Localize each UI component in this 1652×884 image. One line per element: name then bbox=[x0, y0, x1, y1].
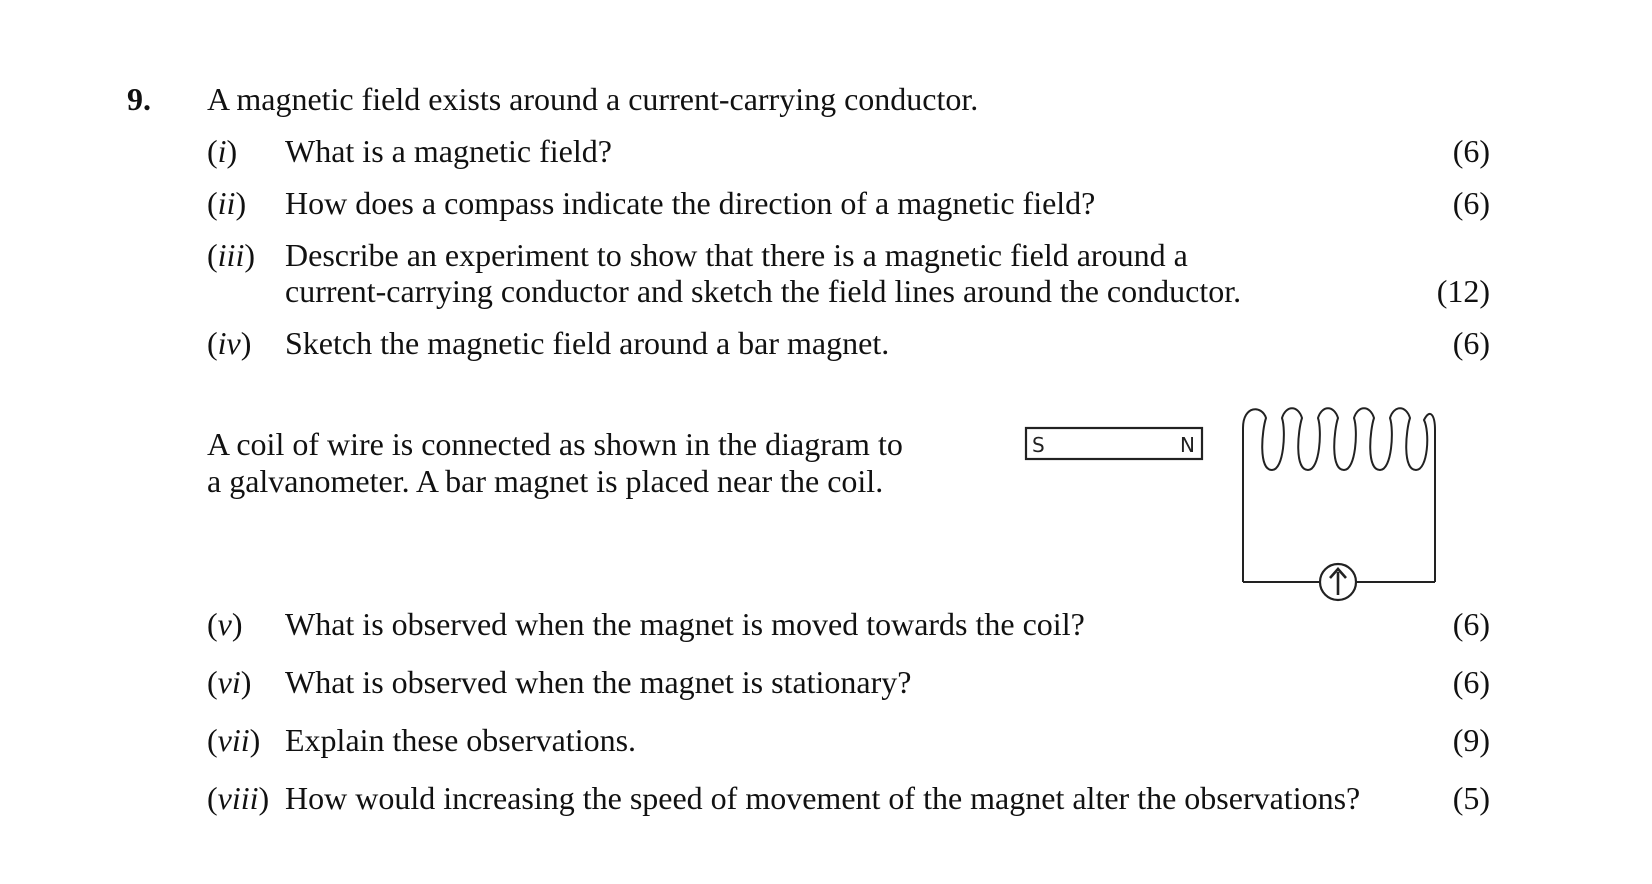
part-label-vi: (vi) bbox=[207, 664, 252, 700]
part-text-ii: How does a compass indicate the direction of a magnetic field? bbox=[285, 185, 1096, 221]
coil-description-line2: a galvanometer. A bar magnet is placed near the coil. bbox=[207, 463, 884, 499]
galvanometer-circle bbox=[1320, 564, 1356, 600]
part-text-viii: How would increasing the speed of movement of the magnet alter the observations? bbox=[285, 780, 1361, 816]
part-marks-iv: (6) bbox=[1452, 325, 1490, 361]
magnet-south-label: S bbox=[1032, 433, 1045, 457]
part-label-iv: (iv) bbox=[207, 325, 252, 361]
part-label-vii: (vii) bbox=[207, 722, 261, 758]
part-marks-viii: (5) bbox=[1452, 780, 1490, 816]
part-label-ii: (ii) bbox=[207, 185, 247, 221]
part-marks-vii: (9) bbox=[1452, 722, 1490, 758]
part-text-v: What is observed when the magnet is moved towards the coil? bbox=[285, 606, 1085, 642]
arrow-up-icon bbox=[1330, 569, 1346, 595]
part-marks-iii: (12) bbox=[1436, 273, 1490, 309]
bar-magnet bbox=[1026, 428, 1202, 459]
part-label-i: (i) bbox=[207, 133, 238, 169]
part-marks-v: (6) bbox=[1452, 606, 1490, 642]
question-intro: A magnetic field exists around a current-carrying conductor. bbox=[207, 81, 979, 117]
part-marks-ii: (6) bbox=[1452, 185, 1490, 221]
part-label-v: (v) bbox=[207, 606, 243, 642]
coil-description-line1: A coil of wire is connected as shown in the diagram to bbox=[207, 426, 903, 462]
part-text-iii-line1: Describe an experiment to show that there is a magnetic field around a bbox=[285, 237, 1188, 273]
part-text-vii: Explain these observations. bbox=[285, 722, 637, 758]
part-text-iv: Sketch the magnetic field around a bar magnet. bbox=[285, 325, 890, 361]
bar-magnet-outline bbox=[1026, 428, 1202, 459]
part-marks-vi: (6) bbox=[1452, 664, 1490, 700]
part-label-iii: (iii) bbox=[207, 237, 255, 273]
question-number: 9. bbox=[127, 81, 151, 117]
part-label-viii: (viii) bbox=[207, 780, 270, 816]
part-marks-i: (6) bbox=[1452, 133, 1490, 169]
coil-loops bbox=[1243, 408, 1435, 582]
part-text-vi: What is observed when the magnet is stationary? bbox=[285, 664, 912, 700]
part-text-iii-line2: current-carrying conductor and sketch the field lines around the conductor. bbox=[285, 273, 1242, 309]
magnet-north-label: N bbox=[1180, 433, 1195, 457]
part-text-i: What is a magnetic field? bbox=[285, 133, 612, 169]
galvanometer bbox=[1320, 564, 1356, 600]
